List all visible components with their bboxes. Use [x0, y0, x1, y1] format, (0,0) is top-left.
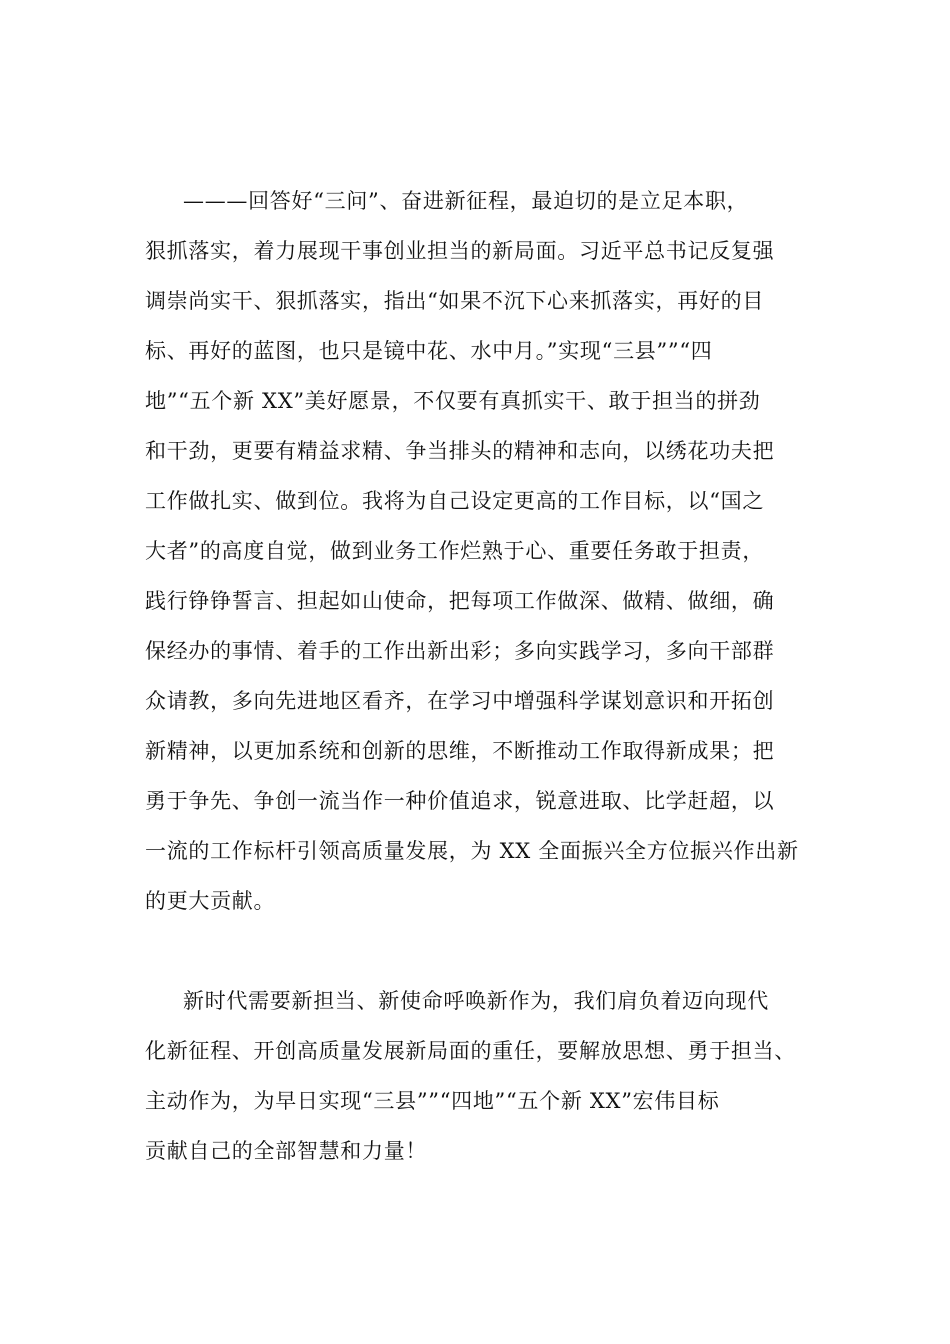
text-line: 狠抓落实，着力展现干事创业担当的新局面。习近平总书记反复强 — [145, 239, 775, 263]
text-line: 新时代需要新担当、新使命呼唤新作为，我们肩负着迈向现代 — [183, 989, 769, 1013]
text-line: ———回答好“三问”、奋进新征程，最迫切的是立足本职， — [183, 189, 749, 213]
text-line: 保经办的事情、着手的工作出新出彩；多向实践学习，多向干部群 — [145, 639, 775, 663]
text-line: 和干劲，更要有精益求精、争当排头的精神和志向，以绣花功夫把 — [145, 439, 775, 463]
text-line: 勇于争先、争创一流当作一种价值追求，锐意进取、比学赶超，以 — [145, 789, 775, 813]
text-line: 新精神，以更加系统和创新的思维，不断推动工作取得新成果；把 — [145, 739, 775, 763]
text-line: 标、再好的蓝图，也只是镜中花、水中月。”实现“三县””“四 — [145, 339, 713, 363]
text-line: 大者”的高度自觉，做到业务工作烂熟于心、重要任务敢于担责， — [145, 539, 765, 563]
text-line: 主动作为，为早日实现“三县””“四地”“五个新 XX”宏伟目标 — [145, 1089, 720, 1113]
text-line: 一流的工作标杆引领高质量发展，为 XX 全面振兴全方位振兴作出新 — [145, 839, 799, 863]
text-line: 的更大贡献。 — [145, 889, 276, 913]
text-line: 众请教，多向先进地区看齐，在学习中增强科学谋划意识和开拓创 — [145, 689, 775, 713]
text-line: 贡献自己的全部智慧和力量！ — [145, 1139, 428, 1163]
text-line: 调崇尚实干、狠抓落实，指出“如果不沉下心来抓落实，再好的目 — [145, 289, 765, 313]
text-line: 践行铮铮誓言、担起如山使命，把每项工作做深、做精、做细，确 — [145, 589, 775, 613]
text-line: 工作做扎实、做到位。我将为自己设定更高的工作目标，以“国之 — [145, 489, 765, 513]
text-line: 地”“五个新 XX”美好愿景，不仅要有真抓实干、敢于担当的拼劲 — [145, 389, 761, 413]
text-line: 化新征程、开创高质量发展新局面的重任，要解放思想、勇于担当、 — [145, 1039, 796, 1063]
